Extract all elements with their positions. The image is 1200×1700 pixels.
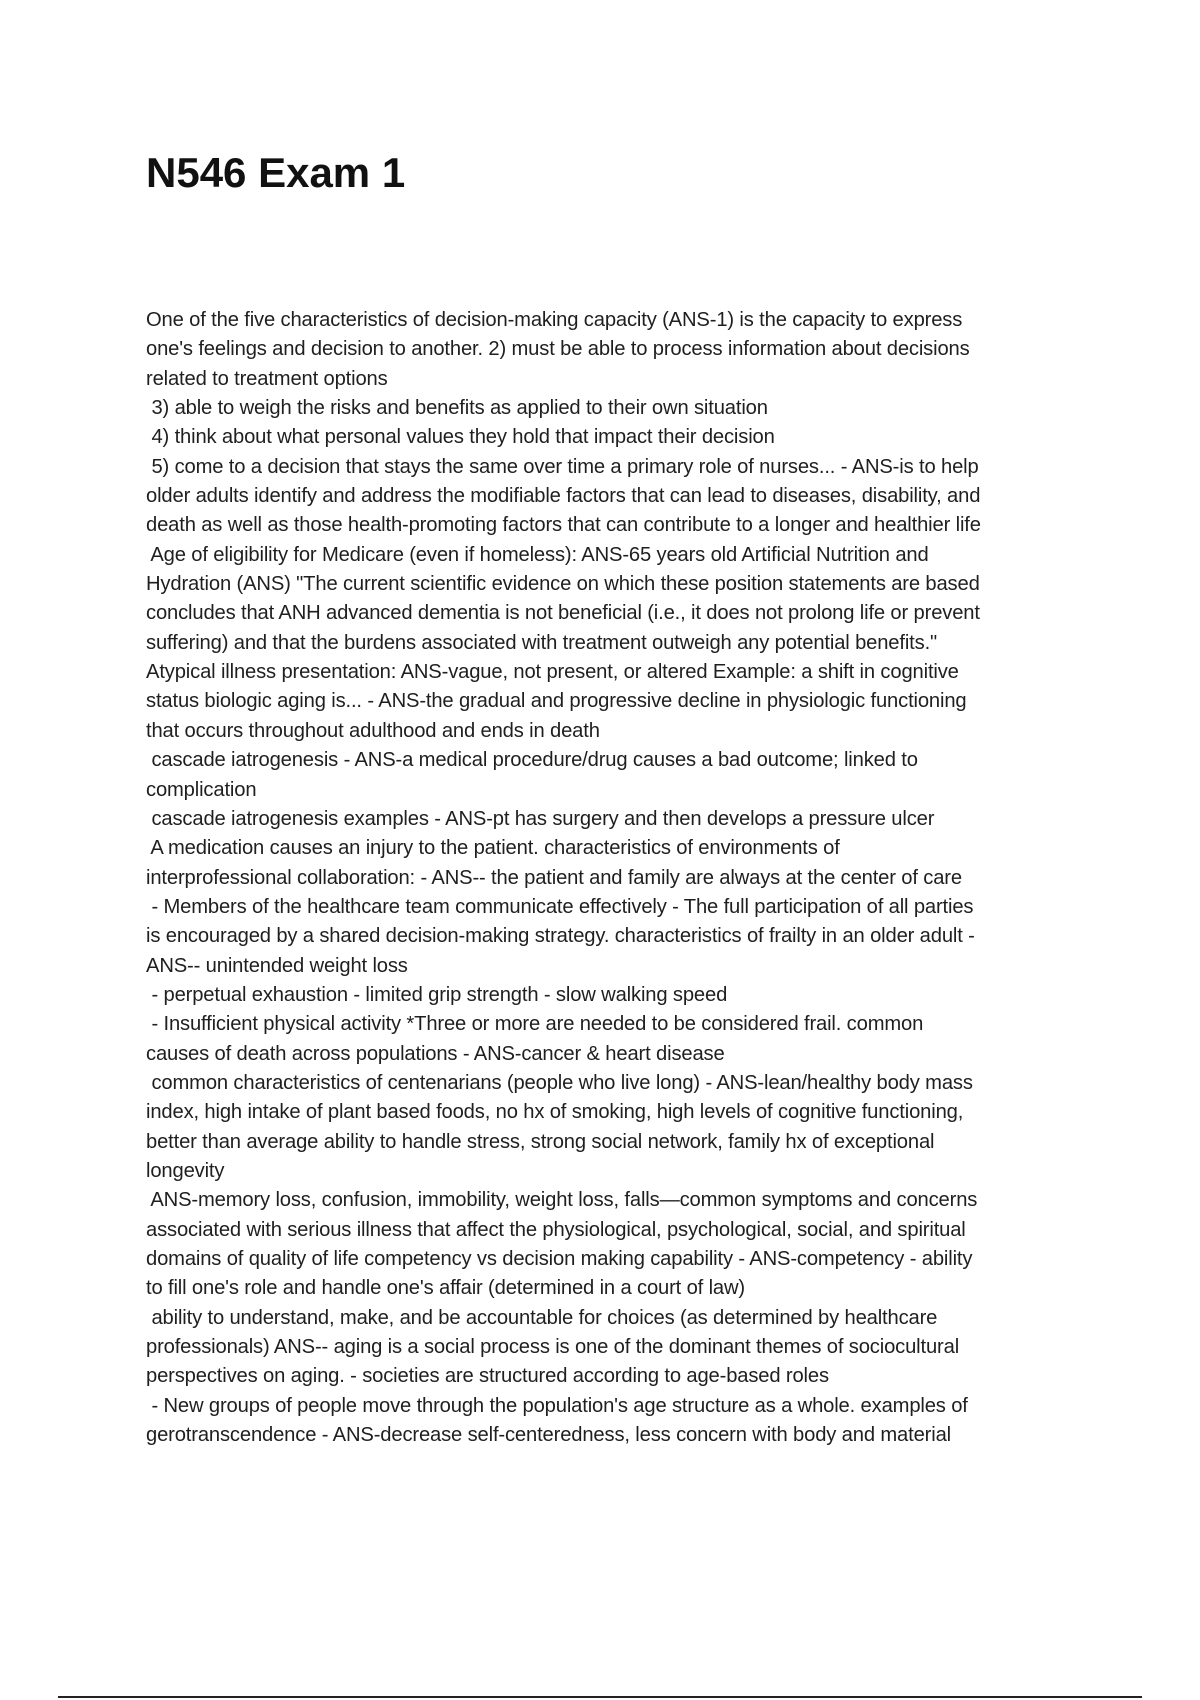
body-line: common characteristics of centenarians (people who live long) - ANS-lean/healthy body mass [146, 1071, 973, 1094]
body-line: domains of quality of life competency vs decision making capability - ANS-competency - ability [146, 1248, 973, 1270]
body-line: gerotranscendence - ANS-decrease self-centeredness, less concern with body and material [146, 1424, 951, 1447]
body-line: - perpetual exhaustion - limited grip strength - slow walking speed [146, 983, 728, 1006]
body-line: 4) think about what personal values they hold that impact their decision [146, 426, 775, 449]
body-line: one's feelings and decision to another. 2) must be able to process information about decisions [146, 338, 970, 361]
body-line: that occurs throughout adulthood and ends in death [146, 719, 600, 742]
body-line: ANS-- unintended weight loss [146, 954, 408, 977]
body-line: index, high intake of plant based foods, no hx of smoking, high levels of cognitive functioning, [146, 1101, 964, 1124]
body-line: One of the five characteristics of decision-making capacity (ANS-1) is the capacity to express [146, 309, 963, 331]
body-line: - New groups of people move through the population's age structure as a whole. examples of [146, 1394, 968, 1417]
body-line: death as well as those health-promoting factors that can contribute to a longer and healthier life [146, 514, 981, 537]
body-line: - Insufficient physical activity *Three or more are needed to be considered frail. common [146, 1013, 924, 1036]
body-line: older adults identify and address the modifiable factors that can lead to diseases, disability, and [146, 485, 981, 508]
document-title: N546 Exam 1 [146, 149, 406, 196]
body-line: suffering) and that the burdens associated with treatment outweigh any potential benefits." [146, 631, 938, 654]
body-line: Age of eligibility for Medicare (even if homeless): ANS-65 years old Artificial Nutrition and [146, 543, 929, 566]
body-line: perspectives on aging. - societies are structured according to age-based roles [146, 1365, 829, 1388]
body-line: 3) able to weigh the risks and benefits as applied to their own situation [146, 397, 768, 420]
body-line: Atypical illness presentation: ANS-vague, not present, or altered Example: a shift in cognitive [146, 661, 959, 684]
body-line: better than average ability to handle stress, strong social network, family hx of exceptional [146, 1130, 935, 1153]
body-line: professionals) ANS-- aging is a social process is one of the dominant themes of sociocultural [146, 1336, 960, 1359]
body-line: A medication causes an injury to the patient. characteristics of environments of [146, 837, 840, 860]
body-line: - Members of the healthcare team communicate effectively - The full participation of all parties [146, 895, 974, 918]
body-line: cascade iatrogenesis - ANS-a medical procedure/drug causes a bad outcome; linked to [146, 749, 918, 772]
page-bottom-rule [58, 1696, 1142, 1698]
body-line: status biologic aging is... - ANS-the gradual and progressive decline in physiologic functioning [146, 690, 967, 713]
body-line: 5) come to a decision that stays the same over time a primary role of nurses... - ANS-is to help [146, 455, 979, 478]
body-line: cascade iatrogenesis examples - ANS-pt has surgery and then develops a pressure ulcer [146, 807, 935, 830]
body-line: Hydration (ANS) "The current scientific evidence on which these position statements are based [146, 573, 980, 596]
body-line: ability to understand, make, and be accountable for choices (as determined by healthcare [146, 1306, 938, 1329]
body-line: causes of death across populations - ANS-cancer & heart disease [146, 1042, 725, 1065]
document-body [146, 306, 1086, 1450]
body-line: related to treatment options [146, 367, 388, 390]
body-line: interprofessional collaboration: - ANS-- the patient and family are always at the center of care [146, 866, 962, 889]
body-line: complication [146, 778, 257, 801]
body-line: associated with serious illness that affect the physiological, psychological, social, and spiritual [146, 1218, 966, 1241]
body-line: concludes that ANH advanced dementia is not beneficial (i.e., it does not prolong life or prevent [146, 602, 980, 625]
body-line: to fill one's role and handle one's affair (determined in a court of law) [146, 1277, 745, 1300]
body-line: longevity [146, 1159, 225, 1182]
body-line: ANS-memory loss, confusion, immobility, weight loss, falls—common symptoms and concerns [146, 1189, 978, 1212]
body-line: is encouraged by a shared decision-making strategy. characteristics of frailty in an older adult - [146, 925, 975, 948]
